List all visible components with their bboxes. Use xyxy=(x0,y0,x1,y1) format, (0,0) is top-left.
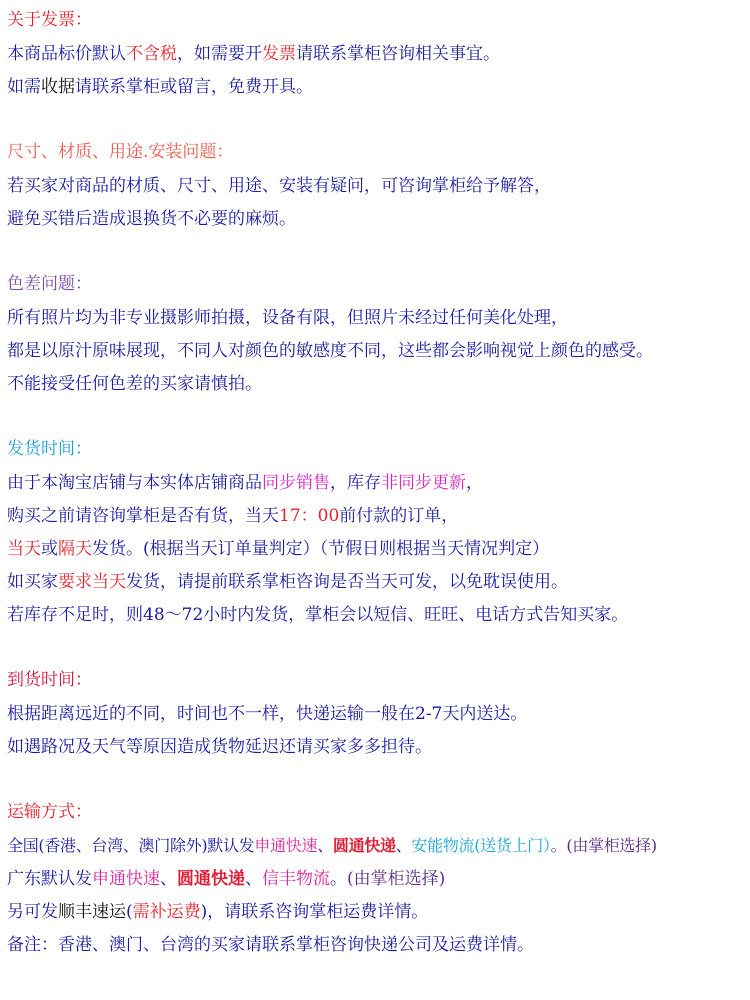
xinfeng-logistics-highlight: 信丰物流 xyxy=(262,869,330,889)
sto-express-highlight: 申通快速 xyxy=(92,869,160,889)
next-day-highlight: 隔天 xyxy=(58,539,92,559)
shipping-line-2-text: 前付款的订单， xyxy=(339,506,459,526)
color-difference-section xyxy=(7,270,746,402)
size-material-heading: 尺寸、材质、用途.安装问题： xyxy=(7,142,234,162)
invoice-line-2 xyxy=(7,72,746,105)
shipping-line-1 xyxy=(7,468,746,501)
color-difference-line-1: 所有照片均为非专业摄影师拍摄，设备有限，但照片未经过任何美化处理， xyxy=(7,308,568,328)
size-material-line-2: 避免买错后造成退换货不必要的麻烦。 xyxy=(7,209,296,229)
invoice-section xyxy=(7,6,746,105)
transport-line-2-text: 、 xyxy=(160,869,177,889)
transport-line-3 xyxy=(7,897,746,930)
invoice-line-2-text: 请联系掌柜或留言，免费开具。 xyxy=(75,77,313,97)
shipping-line-1-text: 由于本淘宝店铺与本实体店铺商品 xyxy=(7,473,262,493)
arrival-time-heading: 到货时间： xyxy=(7,670,92,690)
shipping-line-1-text: ，库存 xyxy=(330,473,381,493)
transport-line-1-text: 。(由掌柜选择) xyxy=(550,836,657,855)
transport-section xyxy=(7,798,746,963)
invoice-line-2-text: 如需 xyxy=(7,77,41,97)
transport-line-1-text: 全国(香港、台湾、澳门除外)默认发 xyxy=(7,836,255,855)
shipping-line-4-text: 发货，请提前联系掌柜咨询是否当天可发，以免耽误使用。 xyxy=(126,572,568,592)
arrival-time-section xyxy=(7,666,746,765)
transport-line-2 xyxy=(7,864,746,897)
invoice-heading: 关于发票： xyxy=(7,10,92,30)
invoice-line-1-text: ，如需要开 xyxy=(177,44,262,64)
color-difference-line-2: 都是以原汁原味展现，不同人对颜色的敏感度不同，这些都会影响视觉上颜色的感受。 xyxy=(7,341,653,361)
tax-excluded-highlight: 不含税 xyxy=(126,44,177,64)
shipping-line-3-text: 或 xyxy=(41,539,58,559)
transport-line-1 xyxy=(7,831,746,864)
color-difference-line-3: 不能接受任何色差的买家请慎拍。 xyxy=(7,374,262,394)
shipping-line-4 xyxy=(7,567,746,600)
invoice-line-1-text: 请联系掌柜咨询相关事宜。 xyxy=(296,44,500,64)
size-material-line-1: 若买家对商品的材质、尺寸、用途、安装有疑问，可咨询掌柜给予解答， xyxy=(7,176,551,196)
shipping-line-1-text: ， xyxy=(466,473,483,493)
transport-line-3-text: )，请联系咨询掌柜运费详情。 xyxy=(200,902,429,922)
transport-line-2-text: 、 xyxy=(245,869,262,889)
transport-line-3-text: ( xyxy=(126,902,133,922)
transport-line-3-text: 另可发 xyxy=(7,902,58,922)
shipping-line-3-text: 发货。(根据当天订单量判定）（节假日则根据当天情况判定） xyxy=(92,539,550,559)
same-day-request-highlight: 要求当天 xyxy=(58,572,126,592)
extra-fee-highlight: 需补运费 xyxy=(132,902,201,922)
size-material-section xyxy=(7,138,746,237)
anneng-logistics-highlight: 安能物流(送货上门） xyxy=(411,836,551,855)
shipping-line-4-text: 如买家 xyxy=(7,572,58,592)
transport-line-1-text: 、 xyxy=(395,836,412,855)
cutoff-time-highlight: 17：00 xyxy=(279,506,340,526)
invoice-highlight: 发票 xyxy=(262,44,296,64)
shipping-line-2 xyxy=(7,501,746,534)
shipping-line-3 xyxy=(7,534,746,567)
same-day-highlight: 当天 xyxy=(7,539,41,559)
invoice-line-1-text: 本商品标价默认 xyxy=(7,44,126,64)
transport-heading: 运输方式： xyxy=(7,802,92,822)
receipt-highlight: 收据 xyxy=(41,77,75,97)
sync-sales-highlight: 同步销售 xyxy=(262,473,330,493)
store-notice-document xyxy=(7,6,746,963)
sto-express-highlight: 申通快速 xyxy=(254,836,318,855)
shipping-line-5: 若库存不足时，则48～72小时内发货，掌柜会以短信、旺旺、电话方式告知买家。 xyxy=(7,605,629,625)
color-difference-heading: 色差问题： xyxy=(7,274,92,294)
transport-line-4: 备注：香港、澳门、台湾的买家请联系掌柜咨询快递公司及运费详情。 xyxy=(7,935,534,955)
async-update-highlight: 非同步更新 xyxy=(381,473,466,493)
arrival-line-1: 根据距离远近的不同，时间也不一样，快递运输一般在2-7天内送达。 xyxy=(7,704,528,724)
shipping-time-heading: 发货时间： xyxy=(7,439,92,459)
transport-line-1-text: 、 xyxy=(317,836,333,855)
invoice-line-1 xyxy=(7,39,746,72)
transport-line-2-text: 。(由掌柜选择) xyxy=(330,869,446,889)
arrival-line-2: 如遇路况及天气等原因造成货物延迟还请买家多多担待。 xyxy=(7,737,432,757)
transport-line-2-text: 广东默认发 xyxy=(7,869,92,889)
sf-express-highlight: 顺丰速运 xyxy=(58,902,126,922)
shipping-line-2-text: 购买之前请咨询掌柜是否有货，当天 xyxy=(7,506,279,526)
yto-express-highlight: 圆通快递 xyxy=(332,836,396,855)
shipping-time-section xyxy=(7,435,746,633)
yto-express-highlight: 圆通快递 xyxy=(177,869,245,889)
